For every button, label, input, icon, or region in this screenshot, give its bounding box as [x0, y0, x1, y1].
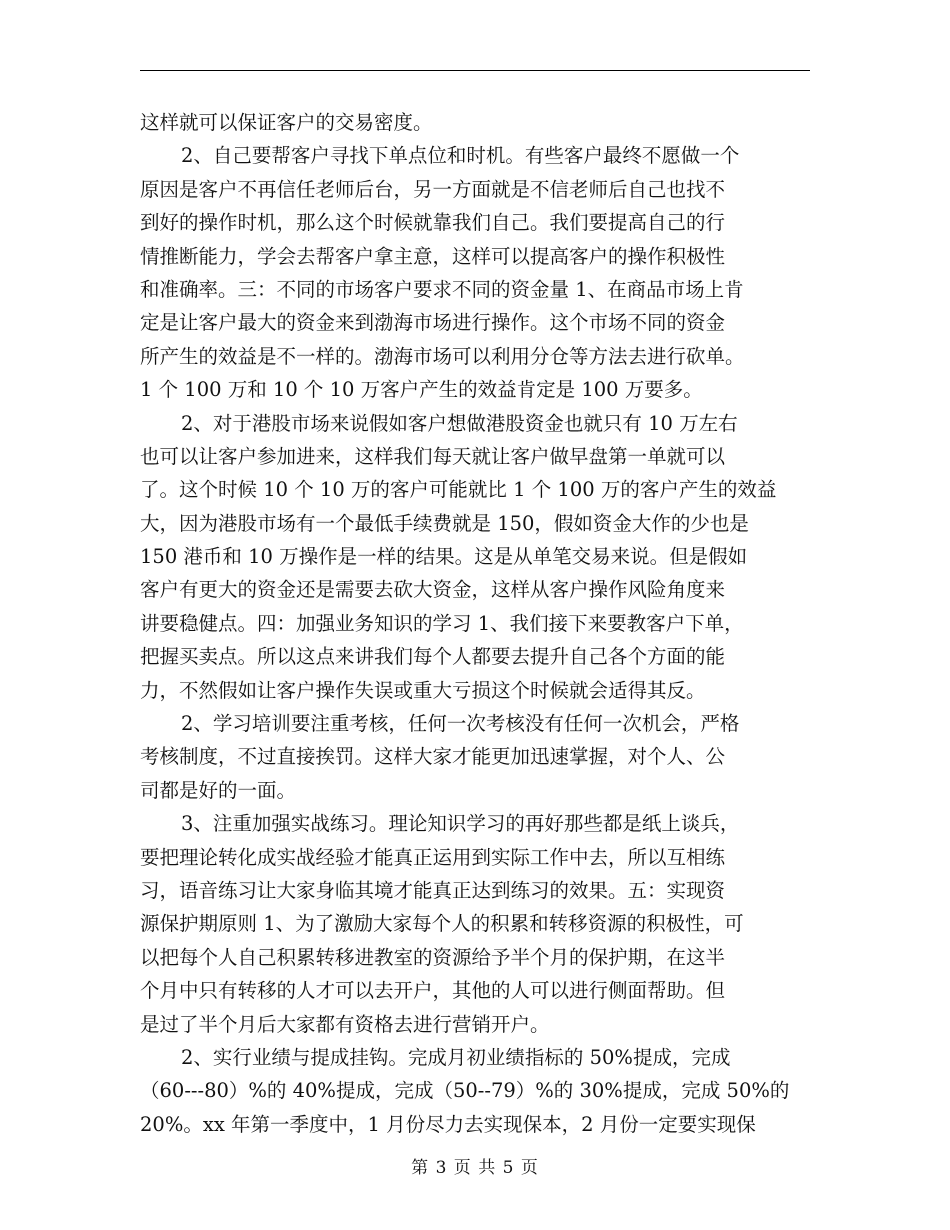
text-line: 习，语音练习让大家身临其境才能真正达到练习的效果。五：实现资 [140, 878, 726, 902]
text-line: 情推断能力，学会去帮客户拿主意，这样可以提高客户的操作积极性 [140, 244, 726, 268]
text-line: 20%。xx 年第一季度中，1 月份尽力去实现保本，2 月份一定要实现保 [140, 1112, 756, 1136]
text-line: 3、注重加强实战练习。理论知识学习的再好那些都是纸上谈兵， [181, 812, 740, 836]
text-line: 150 港币和 10 万操作是一样的结果。这是从单笔交易来说。但是假如 [140, 545, 748, 569]
text-line: 2、自己要帮客户寻找下单点位和时机。有些客户最终不愿做一个 [181, 144, 740, 168]
text-line: 这样就可以保证客户的交易密度。 [140, 111, 433, 134]
text-line: 2、实行业绩与提成挂钩。完成月初业绩指标的 50%提成，完成 [181, 1045, 731, 1069]
text-line: 和准确率。三：不同的市场客户要求不同的资金量 1、在商品市场上肯 [140, 277, 744, 301]
document-body [140, 106, 810, 1141]
text-line: 个月中只有转移的人才可以去开户，其他的人可以进行侧面帮助。但 [140, 979, 726, 1003]
page-number: 第 3 页 共 5 页 [411, 1158, 539, 1178]
text-line: 到好的操作时机，那么这个时候就靠我们自己。我们要提高自己的行 [140, 211, 726, 235]
text-line: 也可以让客户参加进来，这样我们每天就让客户做早盘第一单就可以 [140, 444, 726, 468]
text-line: 原因是客户不再信任老师后台，另一方面就是不信老师后自己也找不 [140, 177, 726, 201]
text-line: 力，不然假如让客户操作失误或重大亏损这个时候就会适得其反。 [140, 678, 706, 702]
text-line: 2、对于港股市场来说假如客户想做港股资金也就只有 10 万左右 [181, 411, 738, 435]
text-line: 以把每个人自己积累转移进教室的资源给予半个月的保护期，在这半 [140, 945, 726, 969]
text-line: 客户有更大的资金还是需要去砍大资金，这样从客户操作风险角度来 [140, 578, 726, 602]
text-line: 是过了半个月后大家都有资格去进行营销开户。 [140, 1012, 550, 1036]
text-line: 把握买卖点。所以这点来讲我们每个人都要去提升自己各个方面的能 [140, 645, 726, 669]
text-line: 大，因为港股市场有一个最低手续费就是 150，假如资金大作的少也是 [140, 511, 749, 535]
text-line: 所产生的效益是不一样的。渤海市场可以利用分仓等方法去进行砍单。 [140, 344, 745, 368]
text-line: 1 个 100 万和 10 个 10 万客户产生的效益肯定是 100 万要多。 [140, 378, 703, 402]
text-line: 2、学习培训要注重考核，任何一次考核没有任何一次机会，严格 [181, 712, 740, 736]
text-line: 讲要稳健点。四：加强业务知识的学习 1、我们接下来要教客户下单， [140, 611, 744, 635]
text-line: 了。这个时候 10 个 10 万的客户可能就比 1 个 100 万的客户产生的效益 [140, 478, 777, 502]
text-line: 要把理论转化成实战经验才能真正运用到实际工作中去，所以互相练 [140, 845, 726, 869]
text-line: 司都是好的一面。 [140, 778, 297, 802]
text-line: 源保护期原则 1、为了激励大家每个人的积累和转移资源的积极性，可 [140, 912, 744, 936]
header-rule [140, 70, 810, 71]
text-line: 定是让客户最大的资金来到渤海市场进行操作。这个市场不同的资金 [140, 311, 726, 335]
text-line: 考核制度，不过直接挨罚。这样大家才能更加迅速掌握，对个人、公 [140, 745, 726, 769]
text-line: （60---80）%的 40%提成，完成（50--79）%的 30%提成，完成 50%的 [140, 1079, 790, 1103]
